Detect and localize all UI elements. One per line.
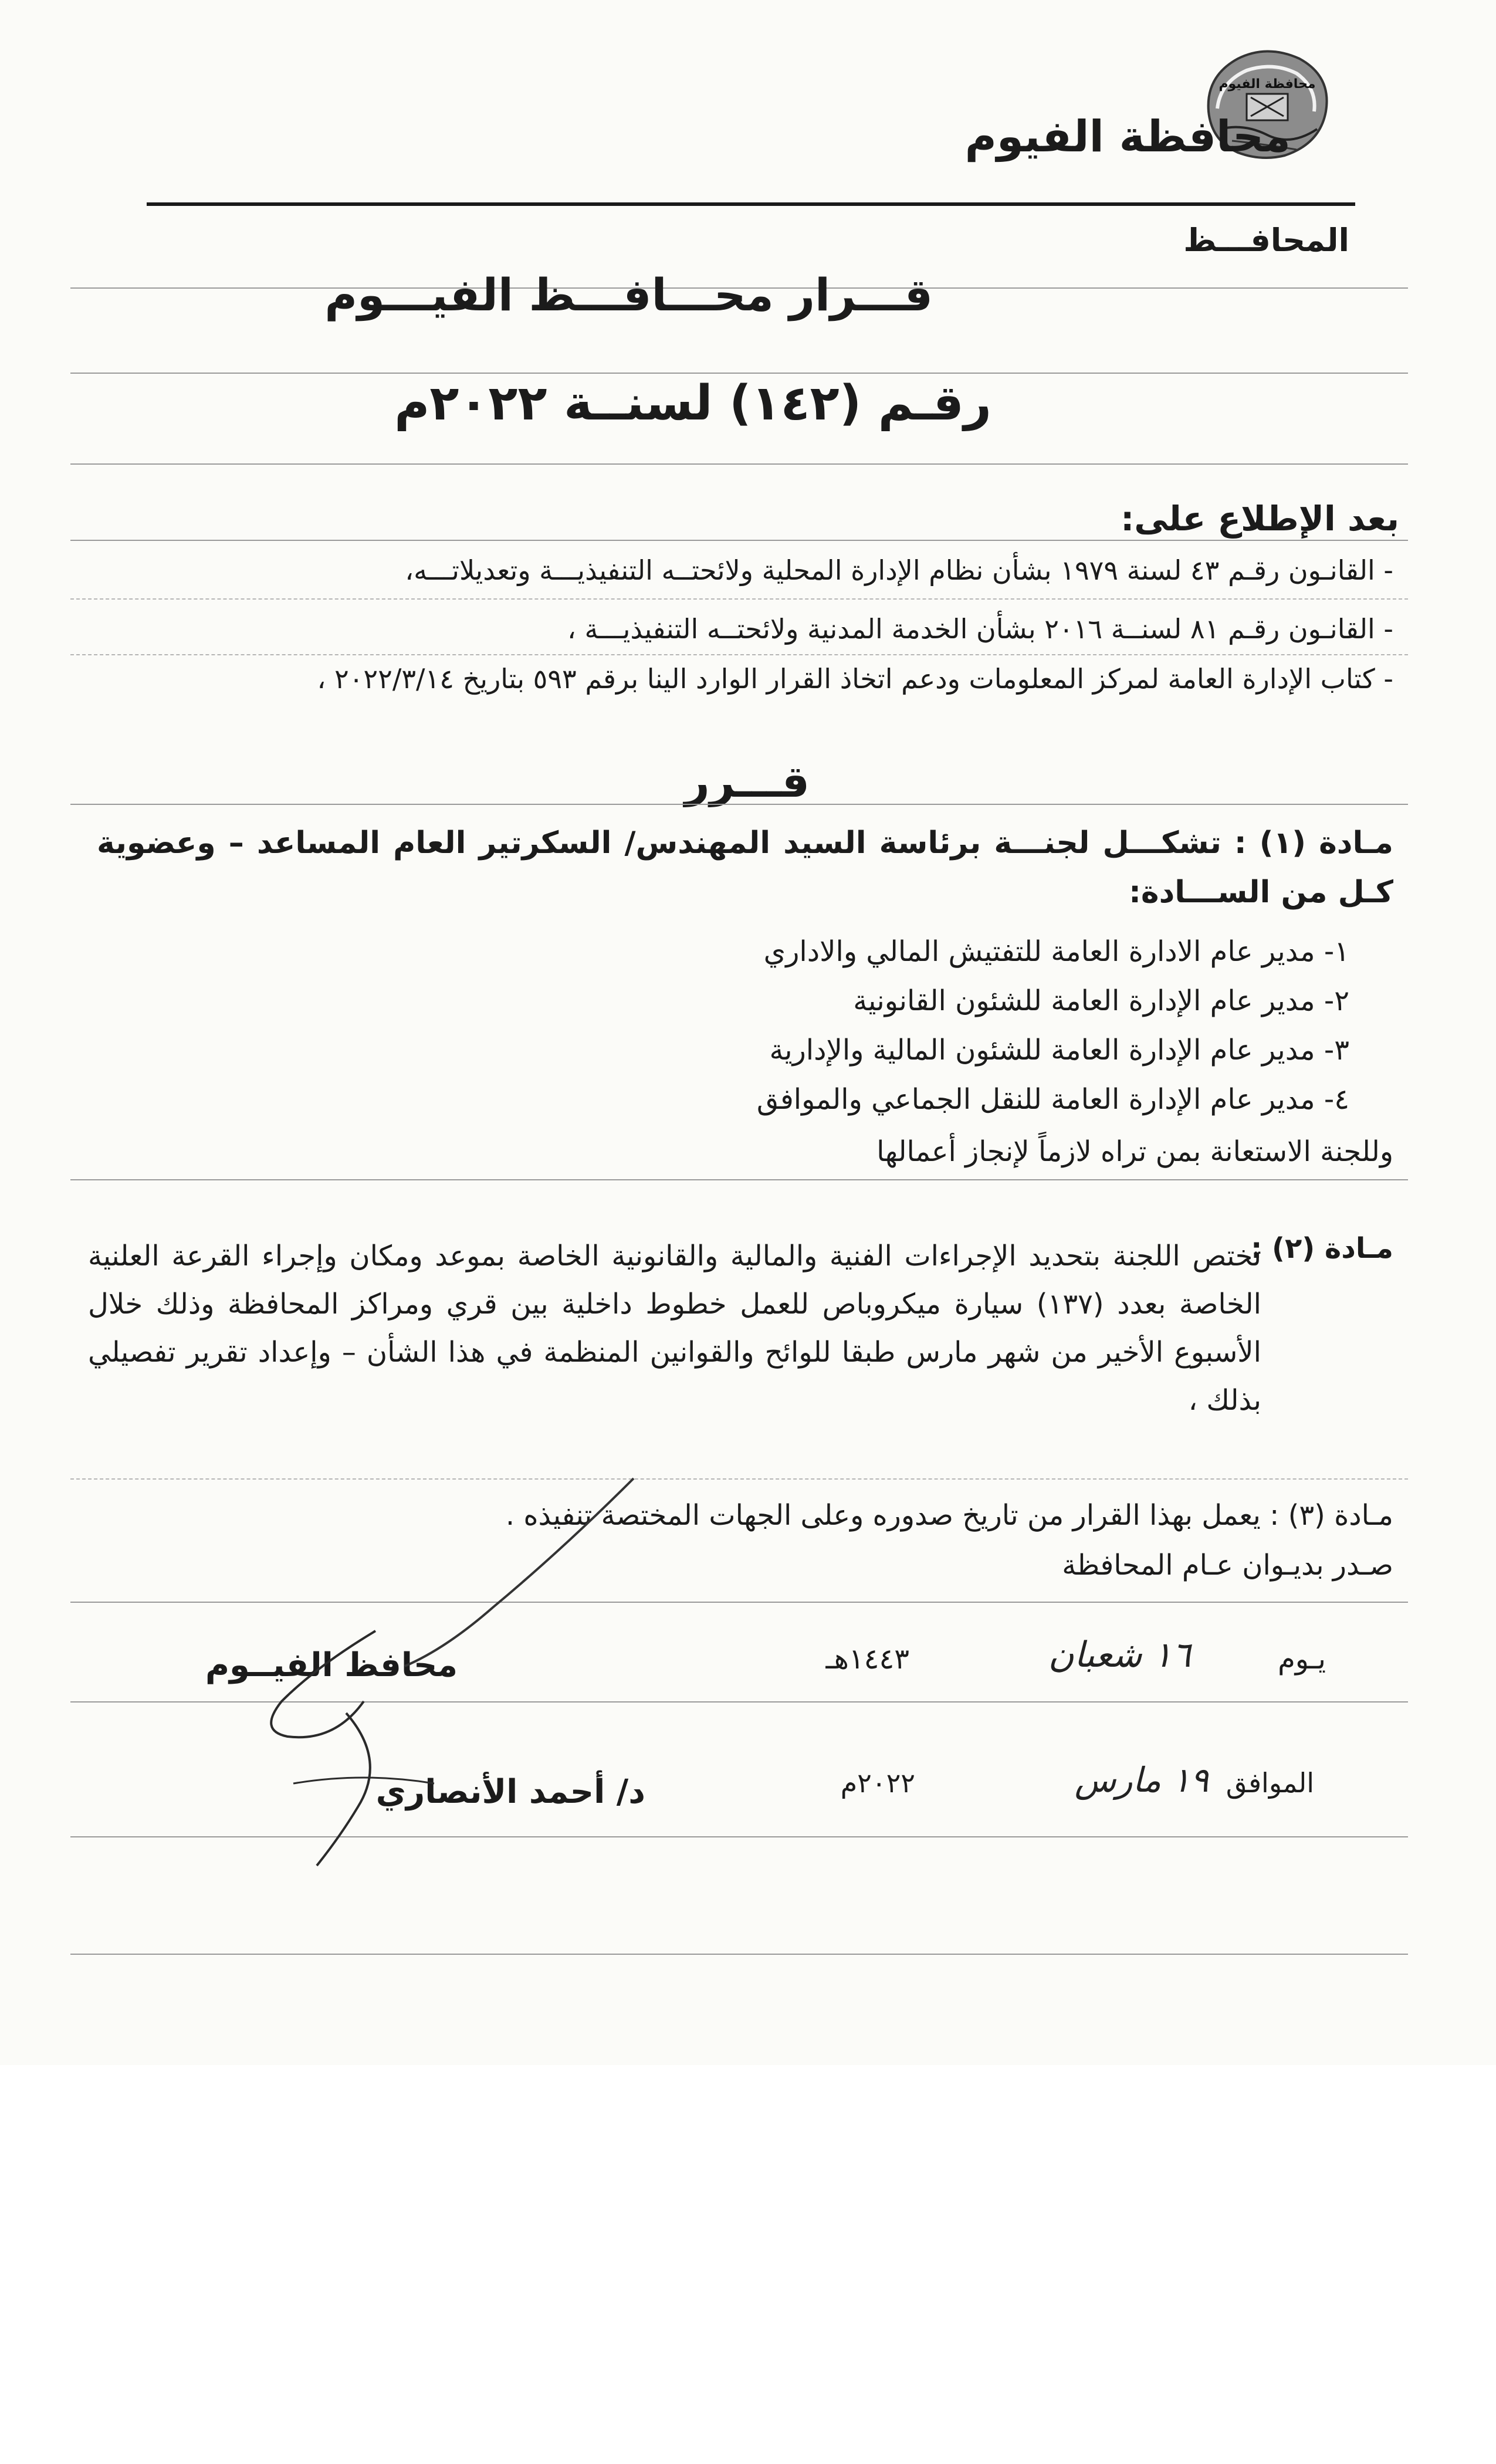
- list-item: ١- مدير عام الادارة العامة للتفتيش المالي والاداري: [763, 935, 1349, 968]
- divider: [70, 373, 1408, 374]
- divider: [70, 1179, 1408, 1180]
- gregorian-date-label: الموافق: [1226, 1767, 1314, 1799]
- divider: [70, 654, 1408, 655]
- list-item: ٢- مدير عام الإدارة العامة للشئون القانونية: [853, 984, 1349, 1017]
- issued-location: صـدر بديـوان عـام المحافظة: [1062, 1549, 1393, 1582]
- decision-number: رقـم (١٤٢) لسنــة ٢٠٢٢م: [394, 375, 991, 431]
- committee-assistance-note: وللجنة الاستعانة بمن تراه لازماً لإنجاز أعمالها: [876, 1135, 1393, 1168]
- list-item: ٤- مدير عام الإدارة العامة للنقل الجماعي والموافق: [756, 1083, 1349, 1116]
- reference-item: - القانـون رقـم ٨١ لسنــة ٢٠١٦ بشأن الخدمة المدنية ولائحتــه التنفيذيـــة ،: [567, 613, 1393, 645]
- handwritten-signature: [211, 1455, 739, 1889]
- article-3-text: مـادة (٣) : يعمل بهذا القرار من تاريخ صدوره وعلى الجهات المختصة تنفيذه .: [505, 1499, 1393, 1532]
- reference-item: - كتاب الإدارة العامة لمركز المعلومات ودعم اتخاذ القرار الوارد الينا برقم ٥٩٣ بتاريخ ٢٠٢٢/٣/١٤ ،: [317, 663, 1393, 695]
- gregorian-year: ٢٠٢٢م: [840, 1767, 915, 1799]
- list-item: ٣- مدير عام الإدارة العامة للشئون المالية والإدارية: [769, 1034, 1349, 1067]
- divider: [70, 463, 1408, 465]
- article-2-label: مـادة (٢) :: [1251, 1232, 1393, 1265]
- signatory-title: محافظ الفيــوم: [205, 1646, 458, 1684]
- article-1-text: مـادة (١) : تشكـــل لجنـــة برئاسة السيد المهندس/ السكرتير العام المساعد – وعضوية كـل من الســـادة:: [97, 825, 1393, 910]
- article-2-text: تختص اللجنة بتحديد الإجراءات الفنية والمالية والقانونية الخاصة بموعد ومكان وإجراء القرعة العلنية الخاصة بعدد (١٣٧) سيارة ميكروباص للعمل خطوط داخلية بين قري ومراكز المحافظة وذلك خلال الأسبوع الأخير من شهر مارس طبقا للوائح والقوانين المنظمة في هذا الشأن – وإعداد تقرير تفصيلي بذلك ،: [88, 1240, 1261, 1417]
- divider: [70, 598, 1408, 600]
- divider: [70, 540, 1408, 541]
- signatory-name: د/ أحمد الأنصاري: [375, 1773, 645, 1811]
- governorate-name: محافظة الفيوم: [964, 111, 1291, 162]
- gregorian-date-handwritten: ١٩ مارس: [1074, 1760, 1209, 1800]
- preamble-heading: بعد الإطلاع على:: [1121, 499, 1399, 539]
- divider: [70, 1954, 1408, 1955]
- reference-item: - القانـون رقـم ٤٣ لسنة ١٩٧٩ بشأن نظام الإدارة المحلية ولائحتــه التنفيذيـــة وتعديلاتـــه،: [405, 554, 1393, 586]
- department-label: المحافـــظ: [1183, 222, 1349, 259]
- hijri-date-label: يـوم: [1278, 1643, 1326, 1676]
- header-rule: [147, 202, 1355, 206]
- committee-members-list: [757, 927, 1349, 1124]
- hijri-year: ١٤٤٣هـ: [825, 1643, 909, 1676]
- decision-title: قـــرار محـــافـــظ الفيـــوم: [324, 269, 933, 321]
- divider: [70, 804, 1408, 805]
- logo-text: محافظة الفيوم: [1219, 77, 1316, 92]
- blank-scan-area: [0, 2065, 1496, 2464]
- hijri-date-handwritten: ١٦ شعبان: [1048, 1634, 1191, 1676]
- decided-heading: قـــرر: [685, 757, 810, 807]
